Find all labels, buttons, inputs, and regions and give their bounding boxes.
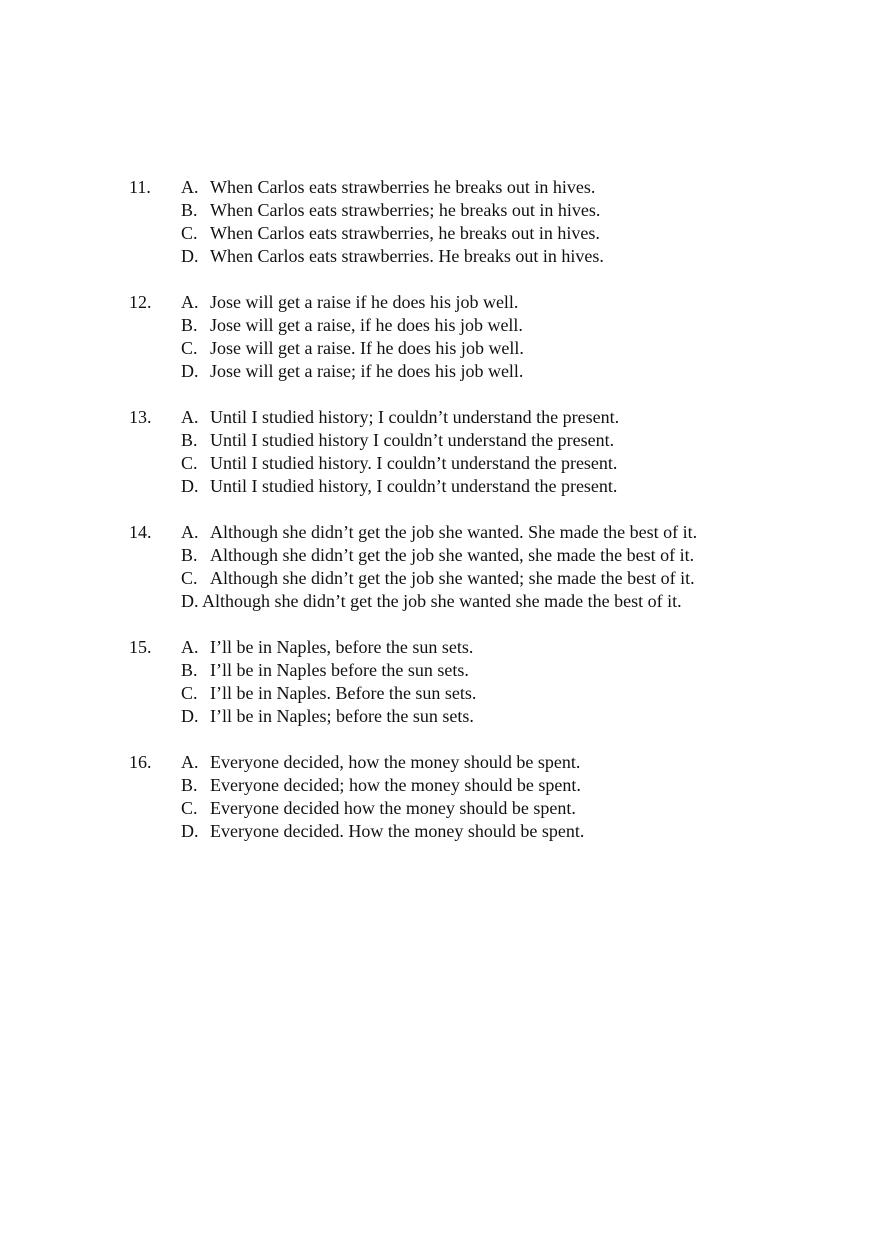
- option-c: [0, 682, 740, 705]
- option-letter: B.: [181, 315, 198, 335]
- option-letter: B.: [181, 660, 198, 680]
- option-a: [0, 406, 740, 429]
- option-text: Everyone decided; how the money should be spent.: [210, 775, 581, 795]
- option-list: [0, 521, 880, 613]
- question-12: [0, 291, 880, 383]
- option-a: [0, 176, 740, 199]
- option-text: I’ll be in Naples, before the sun sets.: [210, 637, 474, 657]
- option-letter: A.: [181, 752, 199, 772]
- option-d: [0, 360, 740, 383]
- option-d: [0, 245, 740, 268]
- option-letter: B.: [181, 200, 198, 220]
- option-letter: C.: [181, 568, 198, 588]
- option-letter: D.: [181, 246, 199, 266]
- option-c: [0, 337, 740, 360]
- option-b: [0, 199, 740, 222]
- option-text: Although she didn’t get the job she wanted. She made the best of it.: [210, 522, 698, 542]
- option-c: [0, 452, 740, 475]
- option-letter: C.: [181, 453, 198, 473]
- option-list: [0, 636, 880, 728]
- option-letter: D.: [181, 361, 199, 381]
- option-letter: D.: [181, 476, 199, 496]
- option-c: [0, 222, 740, 245]
- option-letter: D.: [181, 591, 199, 611]
- option-d: [0, 820, 740, 843]
- option-b: [0, 314, 740, 337]
- option-text: Everyone decided how the money should be spent.: [210, 798, 576, 818]
- option-a: [0, 521, 740, 544]
- option-letter: A.: [181, 407, 199, 427]
- option-line: [181, 591, 682, 611]
- option-text: Jose will get a raise, if he does his job well.: [210, 315, 523, 335]
- option-a: [0, 636, 740, 659]
- option-letter: D.: [181, 821, 199, 841]
- option-text: Jose will get a raise; if he does his job well.: [210, 361, 524, 381]
- option-letter: B.: [181, 775, 198, 795]
- option-text: Everyone decided. How the money should be spent.: [210, 821, 585, 841]
- question-number: 14.: [129, 522, 152, 542]
- option-list: [0, 406, 880, 498]
- option-text: Although she didn’t get the job she wanted, she made the best of it.: [210, 545, 695, 565]
- option-letter: C.: [181, 338, 198, 358]
- question-15: [0, 636, 880, 728]
- question-number: 15.: [129, 637, 152, 657]
- option-text: Jose will get a raise if he does his job well.: [210, 292, 519, 312]
- option-text: Until I studied history. I couldn’t understand the present.: [210, 453, 618, 473]
- option-text: When Carlos eats strawberries; he breaks out in hives.: [210, 200, 601, 220]
- option-text: Until I studied history; I couldn’t understand the present.: [210, 407, 620, 427]
- option-b: [0, 544, 740, 567]
- question-14: [0, 521, 880, 613]
- option-list: [0, 751, 880, 843]
- option-letter: C.: [181, 223, 198, 243]
- option-b: [0, 774, 740, 797]
- option-letter: A.: [181, 177, 199, 197]
- option-d: [0, 590, 682, 613]
- question-number: 13.: [129, 407, 152, 427]
- question-list: [0, 176, 880, 866]
- option-letter: A.: [181, 637, 199, 657]
- option-text: Until I studied history I couldn’t understand the present.: [210, 430, 615, 450]
- question-11: [0, 176, 880, 268]
- option-list: [0, 176, 880, 268]
- option-b: [0, 429, 740, 452]
- option-list: [0, 291, 880, 383]
- question-number: 11.: [129, 177, 151, 197]
- option-text: Jose will get a raise. If he does his job well.: [210, 338, 524, 358]
- option-text: When Carlos eats strawberries. He breaks out in hives.: [210, 246, 604, 266]
- question-number: 12.: [129, 292, 152, 312]
- option-text: When Carlos eats strawberries he breaks out in hives.: [210, 177, 596, 197]
- option-text: Everyone decided, how the money should be spent.: [210, 752, 581, 772]
- option-a: [0, 751, 740, 774]
- option-text: Although she didn’t get the job she wanted she made the best of it.: [202, 591, 682, 611]
- option-text: Although she didn’t get the job she wanted; she made the best of it.: [210, 568, 695, 588]
- option-c: [0, 797, 740, 820]
- option-letter: A.: [181, 292, 199, 312]
- option-a: [0, 291, 740, 314]
- option-b: [0, 659, 740, 682]
- question-16: [0, 751, 880, 843]
- option-text: Until I studied history, I couldn’t understand the present.: [210, 476, 618, 496]
- option-text: When Carlos eats strawberries, he breaks out in hives.: [210, 223, 600, 243]
- option-letter: C.: [181, 683, 198, 703]
- option-letter: A.: [181, 522, 199, 542]
- question-number: 16.: [129, 752, 152, 772]
- option-letter: B.: [181, 430, 198, 450]
- question-13: [0, 406, 880, 498]
- option-text: I’ll be in Naples. Before the sun sets.: [210, 683, 477, 703]
- option-letter: D.: [181, 706, 199, 726]
- option-letter: B.: [181, 545, 198, 565]
- option-d: [0, 475, 740, 498]
- option-text: I’ll be in Naples before the sun sets.: [210, 660, 469, 680]
- option-c: [0, 567, 740, 590]
- option-d: [0, 705, 740, 728]
- option-text: I’ll be in Naples; before the sun sets.: [210, 706, 474, 726]
- option-letter: C.: [181, 798, 198, 818]
